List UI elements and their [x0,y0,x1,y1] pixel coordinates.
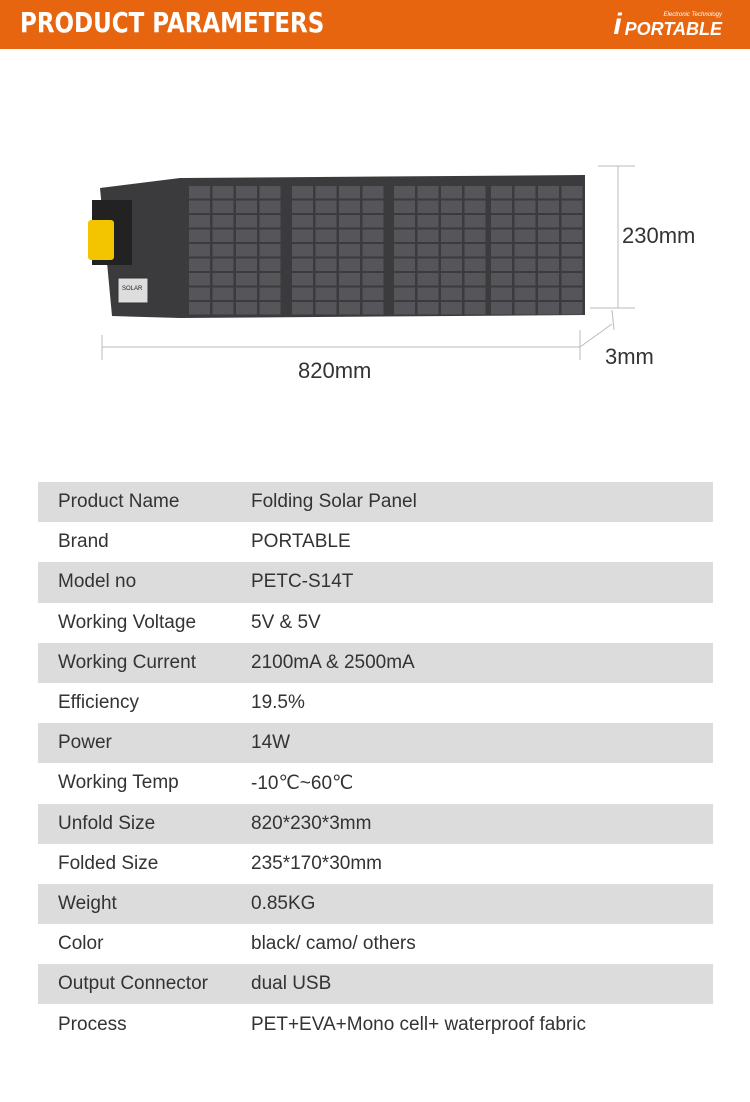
solar-cell [515,288,536,301]
solar-cell [213,302,234,315]
solar-cell [189,215,210,228]
spec-value: PETC-S14T [251,571,354,593]
solar-cell [441,215,462,228]
solar-cell [260,302,281,315]
spec-value: 14W [251,732,291,754]
solar-cell [236,302,257,315]
solar-cell [363,230,384,243]
table-row [38,522,713,562]
solar-cell [538,259,559,272]
solar-cell [236,215,257,228]
solar-cell [491,302,512,315]
spec-label: Folded Size [58,852,159,874]
solar-cell [538,273,559,286]
solar-cell [363,288,384,301]
table-row [38,482,713,522]
solar-cell [189,244,210,257]
brand-logo [613,5,722,45]
solar-cell [394,273,415,286]
solar-cell [339,201,360,214]
table-row [38,763,713,803]
solar-cell [515,215,536,228]
table-row [38,884,713,924]
spec-value: dual USB [251,973,332,995]
spec-value: 0.85KG [251,892,316,914]
solar-cell [491,244,512,257]
solar-cell [465,302,486,315]
solar-cell [441,244,462,257]
spec-label: Model no [58,571,137,593]
solar-cell [394,244,415,257]
solar-cell [316,302,337,315]
solar-cell [292,215,313,228]
solar-cell [189,186,210,199]
solar-cell [260,201,281,214]
solar-cell [339,230,360,243]
solar-cell [260,273,281,286]
solar-cell [316,273,337,286]
solar-cell [465,288,486,301]
solar-cell [491,230,512,243]
solar-cell [538,244,559,257]
spec-label: Efficiency [58,692,139,714]
spec-label: Process [58,1013,127,1035]
solar-cell [189,288,210,301]
solar-cell [260,244,281,257]
solar-cell [394,201,415,214]
solar-cell [236,201,257,214]
solar-cell [465,201,486,214]
solar-cell [418,273,439,286]
table-row [38,723,713,763]
solar-cell [562,259,583,272]
solar-cell [418,215,439,228]
solar-cell [465,186,486,199]
solar-cell [515,244,536,257]
solar-cell [213,201,234,214]
solar-cell [562,215,583,228]
width-dimension: 820mm [298,358,372,383]
spec-value: 820*230*3mm [251,812,372,834]
table-row [38,643,713,683]
solar-cell [515,302,536,315]
solar-cell [538,288,559,301]
solar-cell [538,302,559,315]
solar-cell [292,186,313,199]
solar-label: SOLAR [122,286,143,292]
solar-cell [260,186,281,199]
solar-cell [260,230,281,243]
solar-cell [441,201,462,214]
spec-label: Color [58,933,104,955]
solar-cell [441,288,462,301]
solar-cell [363,201,384,214]
solar-cell [189,259,210,272]
solar-cell [515,273,536,286]
logo-text-group [625,12,722,38]
solar-cell [418,302,439,315]
solar-cell [418,288,439,301]
solar-cell [441,230,462,243]
solar-cell [562,244,583,257]
solar-cell [418,186,439,199]
spec-label: Product Name [58,491,180,513]
solar-cell [363,215,384,228]
spec-label: Working Voltage [58,611,197,633]
solar-cell [441,186,462,199]
solar-cell [394,230,415,243]
solar-cell [213,288,234,301]
spec-value: -10℃~60℃ [251,772,354,794]
solar-cell [394,215,415,228]
solar-cell [316,244,337,257]
solar-cell [515,230,536,243]
solar-cell [339,288,360,301]
spec-label: Unfold Size [58,812,156,834]
table-row [38,1004,713,1044]
solar-cell [339,215,360,228]
solar-cell [491,201,512,214]
solar-cell [213,186,234,199]
spec-value: 235*170*30mm [251,852,382,874]
solar-cell [213,215,234,228]
table-row [38,924,713,964]
spec-value: black/ camo/ others [251,933,416,955]
solar-cell [236,288,257,301]
solar-cell [213,273,234,286]
solar-cell [363,302,384,315]
spec-value: 2100mA & 2500mA [251,651,415,673]
solar-cell [562,230,583,243]
solar-cell [292,302,313,315]
solar-cell [292,288,313,301]
solar-cell [441,302,462,315]
solar-cell [418,244,439,257]
solar-cell [339,186,360,199]
solar-cell [441,273,462,286]
solar-cell [260,259,281,272]
spec-table [38,482,713,1045]
solar-cell [538,201,559,214]
solar-cell [465,230,486,243]
solar-cell [339,259,360,272]
logo-icon: i [613,8,622,41]
solar-cell [465,273,486,286]
spec-value: PORTABLE [251,531,351,553]
spec-value: PET+EVA+Mono cell+ waterproof fabric [251,1013,586,1035]
spec-label: Output Connector [58,973,208,995]
solar-cell [316,259,337,272]
solar-cell [213,259,234,272]
solar-cell [316,186,337,199]
solar-cell [316,215,337,228]
solar-cell [236,244,257,257]
solar-cell [189,302,210,315]
logo-text: PORTABLE [624,19,722,39]
solar-cell [418,259,439,272]
solar-cell [562,273,583,286]
solar-cell [538,186,559,199]
spec-value: 19.5% [251,692,305,714]
page-title: PRODUCT PARAMETERS [20,6,325,39]
solar-cell [316,201,337,214]
solar-cell [562,201,583,214]
solar-cell [292,244,313,257]
solar-cell [418,201,439,214]
guide-tick [612,310,614,330]
solar-cell [515,186,536,199]
solar-cell [292,273,313,286]
table-row [38,562,713,602]
height-dimension: 230mm [622,223,696,248]
spec-label: Brand [58,531,109,553]
solar-cell [562,186,583,199]
solar-cell [292,259,313,272]
solar-cell [491,288,512,301]
spec-value: 5V & 5V [251,611,321,633]
solar-cell [236,186,257,199]
solar-cell [491,273,512,286]
solar-cell [491,259,512,272]
solar-cell [339,244,360,257]
table-row [38,964,713,1004]
solar-cell [394,186,415,199]
battery-pack [88,220,114,260]
spec-value: Folding Solar Panel [251,491,417,513]
solar-cell [236,230,257,243]
header-banner [0,0,750,49]
spec-label: Weight [58,892,117,914]
table-row [38,683,713,723]
solar-cell [562,288,583,301]
solar-cell [538,215,559,228]
solar-cell [491,215,512,228]
solar-cell [213,230,234,243]
spec-label: Power [58,732,112,754]
solar-cell [465,244,486,257]
solar-cell [363,259,384,272]
solar-cell [292,201,313,214]
solar-cell [418,230,439,243]
solar-cell [260,288,281,301]
solar-cell [236,259,257,272]
thickness-dimension: 3mm [605,344,654,369]
spec-label: Working Temp [58,772,179,794]
solar-cell [292,230,313,243]
solar-cell [562,302,583,315]
solar-cell [441,259,462,272]
solar-cell [515,259,536,272]
solar-cell [189,230,210,243]
solar-cell [394,302,415,315]
logo-subtext: Electronic Technology [663,12,722,18]
solar-cell [465,259,486,272]
solar-cell [538,230,559,243]
solar-cell [394,288,415,301]
spec-label: Working Current [58,651,196,673]
solar-cell [213,244,234,257]
solar-cell [394,259,415,272]
table-row [38,603,713,643]
solar-cell [339,273,360,286]
solar-cell [316,230,337,243]
solar-cell [189,273,210,286]
table-row [38,804,713,844]
solar-cell [236,273,257,286]
solar-cell [316,288,337,301]
table-row [38,844,713,884]
solar-cell [515,201,536,214]
solar-cell [363,244,384,257]
solar-cell [339,302,360,315]
solar-cell [189,201,210,214]
solar-cell [465,215,486,228]
solar-cell [363,273,384,286]
solar-cell [363,186,384,199]
solar-cell [260,215,281,228]
solar-cell [491,186,512,199]
